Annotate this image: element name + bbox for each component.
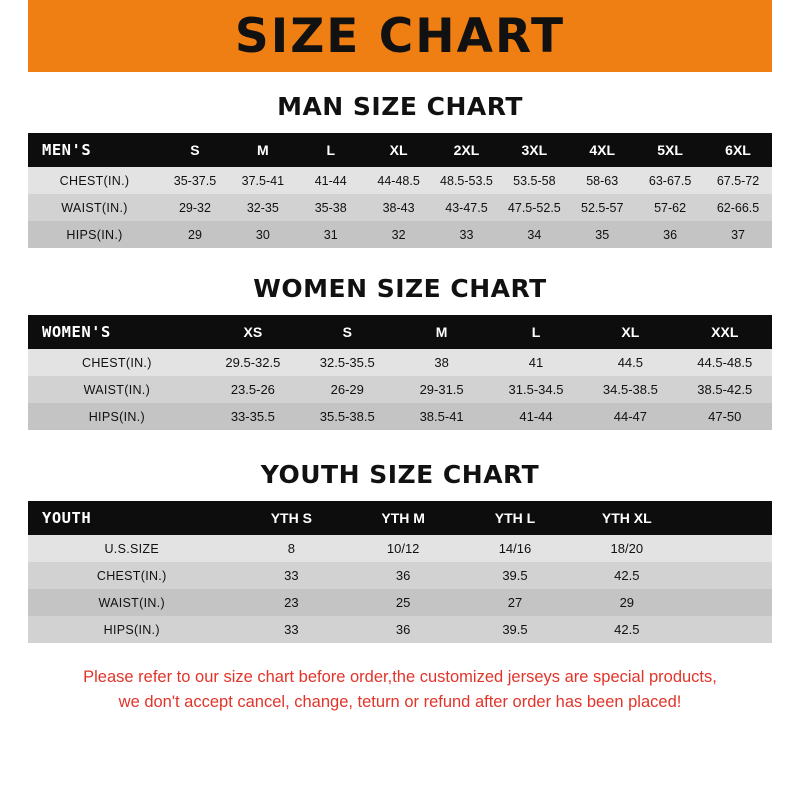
man-row-0-val-0: 35-37.5 [161,167,229,194]
man-row-2-val-0: 29 [161,221,229,248]
man-row-2-val-7: 36 [636,221,704,248]
table-row [28,616,772,643]
man-row-0-label: CHEST(IN.) [28,167,161,194]
youth-col-0: YTH S [235,501,347,535]
man-col-6: 4XL [568,133,636,167]
women-section-title: WOMEN SIZE CHART [253,274,547,303]
youth-row-0-val-0: 8 [235,535,347,562]
table-row [28,221,772,248]
man-col-3: XL [365,133,433,167]
youth-section-title: YOUTH SIZE CHART [260,460,540,489]
table-row [28,589,772,616]
man-row-2-val-5: 34 [500,221,568,248]
women-row-2-val-3: 41-44 [489,403,583,430]
women-row-2-label: HIPS(IN.) [28,403,206,430]
youth-row-0-label: U.S.SIZE [28,535,235,562]
man-row-2-val-6: 35 [568,221,636,248]
women-row-0-val-2: 38 [394,349,488,376]
women-row-1-val-4: 34.5-38.5 [583,376,677,403]
women-corner-label: WOMEN'S [28,315,206,349]
man-row-2-label: HIPS(IN.) [28,221,161,248]
youth-row-3-val-1: 36 [347,616,459,643]
women-row-2-val-1: 35.5-38.5 [300,403,394,430]
man-row-1-val-2: 35-38 [297,194,365,221]
women-col-5: XXL [678,315,772,349]
women-row-2-val-5: 47-50 [678,403,772,430]
youth-row-1-val-3: 42.5 [571,562,683,589]
women-row-1-val-3: 31.5-34.5 [489,376,583,403]
man-col-8: 6XL [704,133,772,167]
man-col-0: S [161,133,229,167]
man-row-1-val-8: 62-66.5 [704,194,772,221]
man-row-1-val-3: 38-43 [365,194,433,221]
man-row-1-val-0: 29-32 [161,194,229,221]
man-row-0-val-1: 37.5-41 [229,167,297,194]
man-corner-label: MEN'S [28,133,161,167]
youth-row-1-val-1: 36 [347,562,459,589]
youth-row-2-val-1: 25 [347,589,459,616]
women-row-0-val-5: 44.5-48.5 [678,349,772,376]
table-row [28,535,772,562]
women-row-0-val-4: 44.5 [583,349,677,376]
man-row-0-val-5: 53.5-58 [500,167,568,194]
man-row-1-label: WAIST(IN.) [28,194,161,221]
youth-row-0-val-2: 14/16 [459,535,571,562]
table-row [28,376,772,403]
youth-row-2-label: WAIST(IN.) [28,589,235,616]
man-row-1-val-6: 52.5-57 [568,194,636,221]
youth-corner-label: YOUTH [28,501,235,535]
man-row-0-val-4: 48.5-53.5 [433,167,501,194]
women-row-1-val-2: 29-31.5 [394,376,488,403]
man-row-1-val-7: 57-62 [636,194,704,221]
man-row-0-val-2: 41-44 [297,167,365,194]
man-section-title: MAN SIZE CHART [277,92,523,121]
women-row-1-val-0: 23.5-26 [206,376,300,403]
youth-row-2-spacer [683,589,772,616]
women-row-2-val-2: 38.5-41 [394,403,488,430]
youth-row-2-val-3: 29 [571,589,683,616]
man-col-4: 2XL [433,133,501,167]
man-col-7: 5XL [636,133,704,167]
youth-col-3: YTH XL [571,501,683,535]
page-title: SIZE CHART [234,8,566,64]
man-row-0-val-6: 58-63 [568,167,636,194]
women-col-4: XL [583,315,677,349]
women-row-1-val-1: 26-29 [300,376,394,403]
women-col-0: XS [206,315,300,349]
table-row [28,349,772,376]
women-row-1-label: WAIST(IN.) [28,376,206,403]
youth-size-table [28,501,772,643]
table-header-row [28,315,772,349]
man-row-2-val-2: 31 [297,221,365,248]
youth-row-2-val-2: 27 [459,589,571,616]
youth-col-1: YTH M [347,501,459,535]
table-row [28,562,772,589]
youth-row-0-val-1: 10/12 [347,535,459,562]
man-col-5: 3XL [500,133,568,167]
youth-row-3-val-2: 39.5 [459,616,571,643]
order-notice-line-2: we don't accept cancel, change, teturn or refund after order has been placed! [118,692,682,711]
youth-col-spacer [683,501,772,535]
man-row-0-val-3: 44-48.5 [365,167,433,194]
header-band-left-margin [0,0,28,72]
youth-row-0-spacer [683,535,772,562]
man-row-2-val-4: 33 [433,221,501,248]
header-band [0,0,800,72]
table-header-row [28,133,772,167]
women-col-1: S [300,315,394,349]
man-row-2-val-1: 30 [229,221,297,248]
youth-col-2: YTH L [459,501,571,535]
man-row-1-val-1: 32-35 [229,194,297,221]
women-row-0-val-1: 32.5-35.5 [300,349,394,376]
women-row-1-val-5: 38.5-42.5 [678,376,772,403]
man-col-2: L [297,133,365,167]
man-row-0-val-7: 63-67.5 [636,167,704,194]
youth-row-3-val-3: 42.5 [571,616,683,643]
women-row-2-val-0: 33-35.5 [206,403,300,430]
table-row [28,167,772,194]
man-row-0-val-8: 67.5-72 [704,167,772,194]
youth-row-1-spacer [683,562,772,589]
table-header-row [28,501,772,535]
women-col-2: M [394,315,488,349]
youth-row-1-val-2: 39.5 [459,562,571,589]
content-area [0,92,800,715]
youth-row-3-val-0: 33 [235,616,347,643]
man-row-1-val-4: 43-47.5 [433,194,501,221]
women-row-0-label: CHEST(IN.) [28,349,206,376]
women-row-0-val-0: 29.5-32.5 [206,349,300,376]
man-row-2-val-8: 37 [704,221,772,248]
header-band-right-margin [772,0,800,72]
women-row-0-val-3: 41 [489,349,583,376]
youth-row-1-label: CHEST(IN.) [28,562,235,589]
man-row-1-val-5: 47.5-52.5 [500,194,568,221]
youth-row-0-val-3: 18/20 [571,535,683,562]
youth-row-1-val-0: 33 [235,562,347,589]
women-size-table [28,315,772,430]
man-row-2-val-3: 32 [365,221,433,248]
order-notice-line-1: Please refer to our size chart before order,the customized jerseys are special products, [83,668,717,686]
youth-row-3-spacer [683,616,772,643]
youth-row-3-label: HIPS(IN.) [28,616,235,643]
youth-row-2-val-0: 23 [235,589,347,616]
table-row [28,403,772,430]
women-col-3: L [489,315,583,349]
table-row [28,194,772,221]
women-row-2-val-4: 44-47 [583,403,677,430]
order-notice [28,665,772,715]
man-size-table [28,133,772,248]
man-col-1: M [229,133,297,167]
